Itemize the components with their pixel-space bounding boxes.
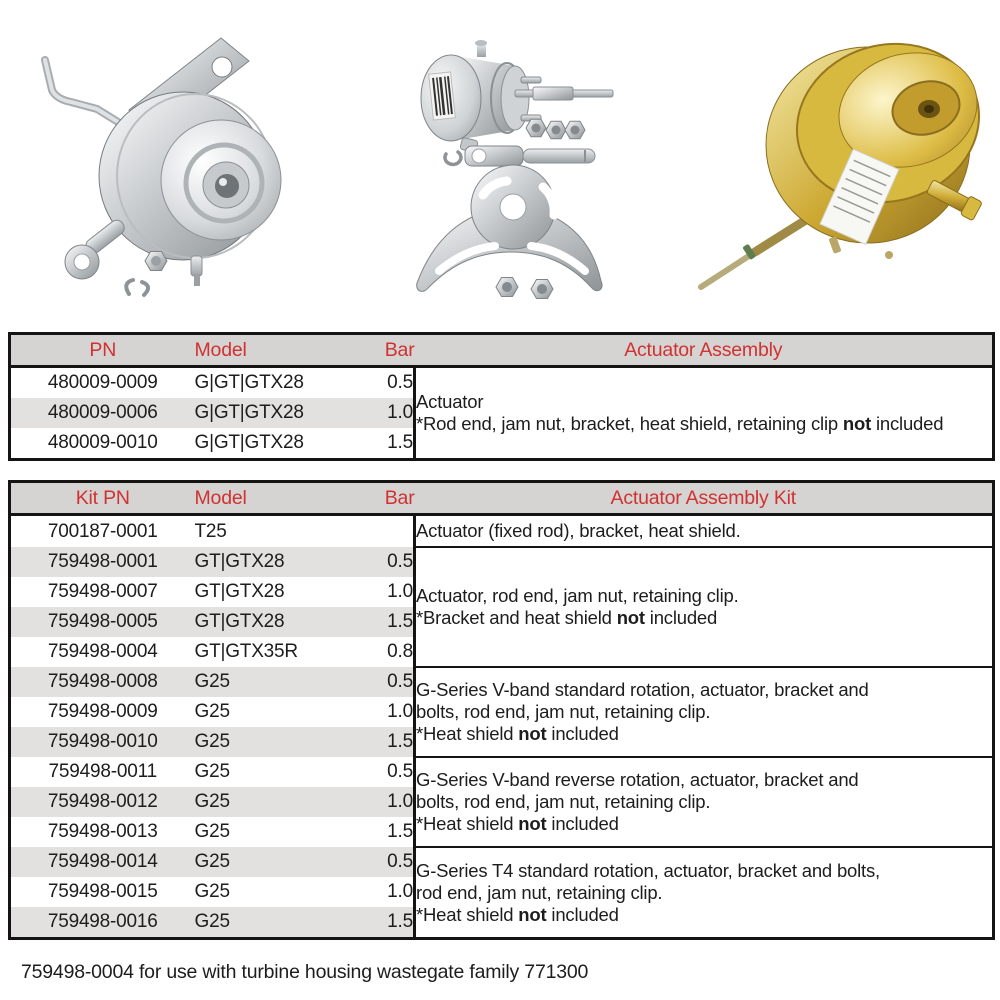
kit-row (10, 847, 994, 877)
actuator-row (10, 367, 994, 399)
bar-cell: 0.5 (345, 667, 415, 697)
rod-end-part (65, 217, 127, 279)
bar-cell: 0.5 (345, 547, 415, 577)
kit-row (10, 757, 994, 787)
model-cell: G25 (195, 727, 345, 757)
bar-cell: 1.5 (387, 821, 413, 842)
bar-cell: 1.5 (345, 607, 415, 637)
kit-description-group: G-Series V-band reverse rotation, actuator, bracket and bolts, rod end, jam nut, retaining clip. *Heat shield not included (415, 757, 994, 847)
photo-silver-actuator-with-bracket (25, 4, 290, 319)
kit-pn-cell: 759498-0005 (10, 607, 195, 637)
actuator-assembly-table (8, 332, 995, 461)
bar-cell (345, 515, 415, 548)
pn-column-header: PN (10, 334, 195, 367)
bar-cell: 0.5 (387, 761, 413, 782)
bar-cell: 1.5 (345, 727, 415, 757)
model-cell: G25 (195, 907, 345, 939)
bar-cell: 0.5 (345, 847, 415, 877)
kit-pn-cell: 759498-0010 (10, 727, 195, 757)
pn-cell: 480009-0010 (47, 432, 158, 453)
model-cell: G25 (194, 881, 230, 902)
rod-end-with-shaft (465, 146, 595, 166)
kit-canister (421, 40, 613, 153)
kit-pn-cell: 759498-0012 (10, 787, 195, 817)
kit-pn-cell: 759498-0008 (10, 667, 195, 697)
model-cell: GT|GTX28 (194, 581, 285, 602)
bar-cell: 1.0 (387, 881, 413, 902)
heat-shield-bracket (417, 165, 602, 291)
compatibility-footnote: 759498-0004 for use with turbine housing wastegate family 771300 (21, 961, 589, 983)
bar-column-header: Bar (345, 334, 415, 367)
model-cell: G|GT|GTX28 (194, 432, 304, 453)
model-cell: G|GT|GTX28 (195, 398, 345, 428)
kit-pn-cell: 759498-0009 (47, 701, 158, 722)
model-column-header: Model (195, 482, 345, 515)
actuator-assembly-kit-table (8, 480, 995, 940)
bar-cell: 1.5 (345, 907, 415, 939)
kit-pn-cell: 759498-0013 (47, 821, 158, 842)
kit-description-group: G-Series T4 standard rotation, actuator, bracket and bolts, rod end, jam nut, retaining clip. *Heat shield not included (415, 847, 994, 939)
model-cell: G25 (194, 701, 230, 722)
hex-bolts (496, 278, 553, 299)
actuator-rod (701, 210, 819, 287)
assembly-description: Actuator *Rod end, jam nut, bracket, heat shield, retaining clip not included (415, 367, 994, 460)
kit-description-group: G-Series V-band standard rotation, actuator, bracket and bolts, rod end, jam nut, retaining clip. *Heat shield not included (415, 667, 994, 757)
kit-row (10, 547, 994, 577)
model-cell: GT|GTX35R (194, 641, 298, 662)
actuator-canister (99, 92, 281, 286)
kit-row (10, 667, 994, 697)
model-cell: G25 (194, 761, 230, 782)
model-cell: G|GT|GTX28 (194, 372, 304, 393)
model-cell: GT|GTX28 (195, 607, 345, 637)
kit-pn-cell: 759498-0016 (10, 907, 195, 939)
table-header-row (10, 334, 994, 367)
kit-row (10, 515, 994, 548)
kit-pn-cell: 759498-0011 (48, 761, 157, 782)
model-cell: G25 (195, 667, 345, 697)
assembly-column-header: Actuator Assembly (415, 334, 994, 367)
retaining-clip (445, 152, 461, 164)
model-cell: GT|GTX28 (195, 547, 345, 577)
retaining-clip (126, 280, 148, 295)
kit-pn-cell: 759498-0001 (10, 547, 195, 577)
hex-nuts (526, 119, 585, 138)
model-column-header: Model (195, 334, 345, 367)
model-cell: G25 (195, 847, 345, 877)
barcode-label (429, 72, 456, 120)
kit-description-group: Actuator (fixed rod), bracket, heat shield. (415, 515, 994, 548)
product-photos (0, 0, 1000, 330)
bar-cell: 1.0 (387, 701, 413, 722)
photo-gold-actuator (683, 5, 993, 300)
jam-nut (145, 252, 167, 271)
kit-pn-cell: 759498-0004 (47, 641, 158, 662)
bar-cell: 1.0 (345, 787, 415, 817)
kit-pn-cell: 759498-0015 (47, 881, 158, 902)
model-cell: G25 (194, 821, 230, 842)
kit-description-group: Actuator, rod end, jam nut, retaining clip. *Bracket and heat shield not included (415, 547, 994, 667)
kit-pn-cell: 759498-0014 (10, 847, 195, 877)
photo-actuator-kit-exploded (403, 35, 618, 320)
bar-cell: 0.5 (387, 372, 413, 393)
kit-pn-cell: 759498-0007 (47, 581, 158, 602)
pn-cell: 480009-0006 (10, 398, 195, 428)
bar-cell: 0.8 (387, 641, 413, 662)
kit-column-header: Actuator Assembly Kit (415, 482, 994, 515)
bar-cell: 1.0 (345, 398, 415, 428)
kit-pn-column-header: Kit PN (10, 482, 195, 515)
table-header-row (10, 482, 994, 515)
model-cell: T25 (194, 520, 227, 542)
bar-column-header: Bar (345, 482, 415, 515)
model-cell: G25 (195, 787, 345, 817)
pn-cell: 480009-0009 (47, 372, 158, 393)
bar-cell: 1.5 (387, 432, 413, 453)
kit-pn-cell: 700187-0001 (47, 520, 158, 542)
bar-cell: 1.0 (387, 581, 413, 602)
